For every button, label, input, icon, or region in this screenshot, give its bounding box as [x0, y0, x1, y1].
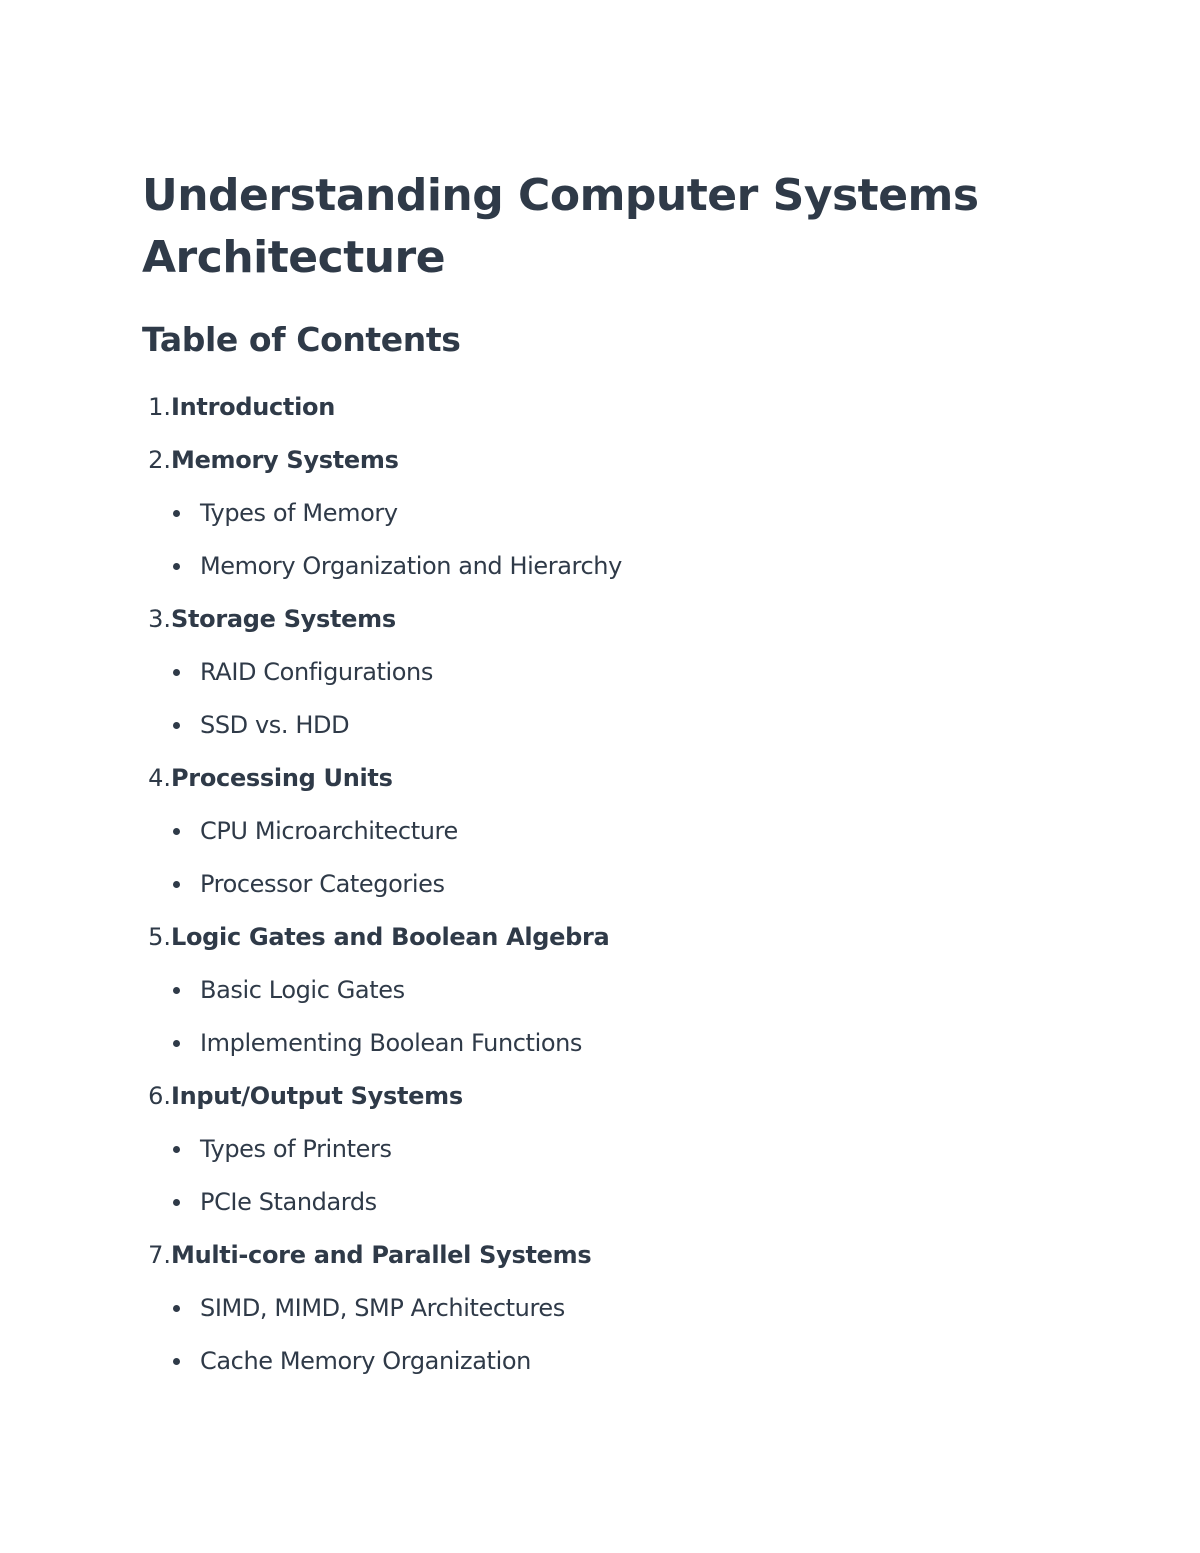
- toc-section-row: [142, 434, 1042, 487]
- toc-subsection-item: [142, 646, 1042, 699]
- toc-section-link[interactable]: Storage Systems: [171, 605, 396, 633]
- toc-subsection-item: [142, 699, 1042, 752]
- toc-section-number: 5.: [148, 923, 171, 951]
- toc-subsection-list: [142, 646, 1042, 752]
- toc-section-row: [142, 593, 1042, 646]
- toc-section-link[interactable]: Introduction: [171, 393, 335, 421]
- toc-section: [142, 911, 1042, 1070]
- toc-section-row: [142, 1229, 1042, 1282]
- toc-section-number: 4.: [148, 764, 171, 792]
- toc-section-number: 6.: [148, 1082, 171, 1110]
- toc-subsection-item: [142, 805, 1042, 858]
- toc-subsection-link[interactable]: CPU Microarchitecture: [200, 817, 458, 845]
- bullet-icon: [173, 1146, 180, 1153]
- toc-subsection-item: [142, 1282, 1042, 1335]
- toc-subsection-link[interactable]: Processor Categories: [200, 870, 445, 898]
- toc-subsection-link[interactable]: SSD vs. HDD: [200, 711, 350, 739]
- toc-subsection-list: [142, 805, 1042, 911]
- bullet-icon: [173, 1358, 180, 1365]
- toc-section-row: [142, 752, 1042, 805]
- toc-subsection-link[interactable]: PCIe Standards: [200, 1188, 377, 1216]
- toc-section: [142, 593, 1042, 752]
- toc-subsection-link[interactable]: Types of Printers: [200, 1135, 392, 1163]
- bullet-icon: [173, 510, 180, 517]
- table-of-contents: [142, 381, 1042, 1388]
- toc-subsection-item: [142, 1017, 1042, 1070]
- toc-section: [142, 1229, 1042, 1388]
- toc-subsection-list: [142, 487, 1042, 593]
- bullet-icon: [173, 1040, 180, 1047]
- toc-section: [142, 434, 1042, 593]
- toc-subsection-item: [142, 1335, 1042, 1388]
- toc-section-link[interactable]: Logic Gates and Boolean Algebra: [171, 923, 610, 951]
- bullet-icon: [173, 1199, 180, 1206]
- document-page: [142, 165, 1042, 1388]
- bullet-icon: [173, 881, 180, 888]
- toc-subsection-item: [142, 1176, 1042, 1229]
- toc-section-number: 7.: [148, 1241, 171, 1269]
- toc-subsection-list: [142, 964, 1042, 1070]
- bullet-icon: [173, 828, 180, 835]
- toc-subsection-list: [142, 1282, 1042, 1388]
- bullet-icon: [173, 669, 180, 676]
- toc-subsection-item: [142, 1123, 1042, 1176]
- toc-section-number: 1.: [148, 393, 171, 421]
- toc-section-number: 2.: [148, 446, 171, 474]
- toc-subsection-link[interactable]: Implementing Boolean Functions: [200, 1029, 583, 1057]
- bullet-icon: [173, 563, 180, 570]
- bullet-icon: [173, 987, 180, 994]
- toc-subsection-list: [142, 1123, 1042, 1229]
- toc-section-number: 3.: [148, 605, 171, 633]
- toc-section-row: [142, 381, 1042, 434]
- toc-subsection-link[interactable]: Memory Organization and Hierarchy: [200, 552, 622, 580]
- toc-section: [142, 381, 1042, 434]
- toc-section-link[interactable]: Multi-core and Parallel Systems: [171, 1241, 592, 1269]
- toc-section: [142, 752, 1042, 911]
- toc-subsection-item: [142, 540, 1042, 593]
- toc-subsection-link[interactable]: SIMD, MIMD, SMP Architectures: [200, 1294, 565, 1322]
- toc-section-row: [142, 1070, 1042, 1123]
- toc-section-link[interactable]: Input/Output Systems: [171, 1082, 463, 1110]
- toc-subsection-link[interactable]: Cache Memory Organization: [200, 1347, 531, 1375]
- bullet-icon: [173, 722, 180, 729]
- toc-subsection-link[interactable]: Basic Logic Gates: [200, 976, 405, 1004]
- toc-section-link[interactable]: Memory Systems: [171, 446, 399, 474]
- toc-section-link[interactable]: Processing Units: [171, 764, 393, 792]
- toc-subsection-item: [142, 858, 1042, 911]
- toc-section-row: [142, 911, 1042, 964]
- toc-subsection-item: [142, 487, 1042, 540]
- toc-section: [142, 1070, 1042, 1229]
- toc-subsection-item: [142, 964, 1042, 1017]
- toc-heading: Table of Contents: [142, 320, 461, 359]
- bullet-icon: [173, 1305, 180, 1312]
- document-title: Understanding Computer Systems Architecture: [142, 170, 979, 283]
- toc-subsection-link[interactable]: Types of Memory: [200, 499, 398, 527]
- toc-subsection-link[interactable]: RAID Configurations: [200, 658, 433, 686]
